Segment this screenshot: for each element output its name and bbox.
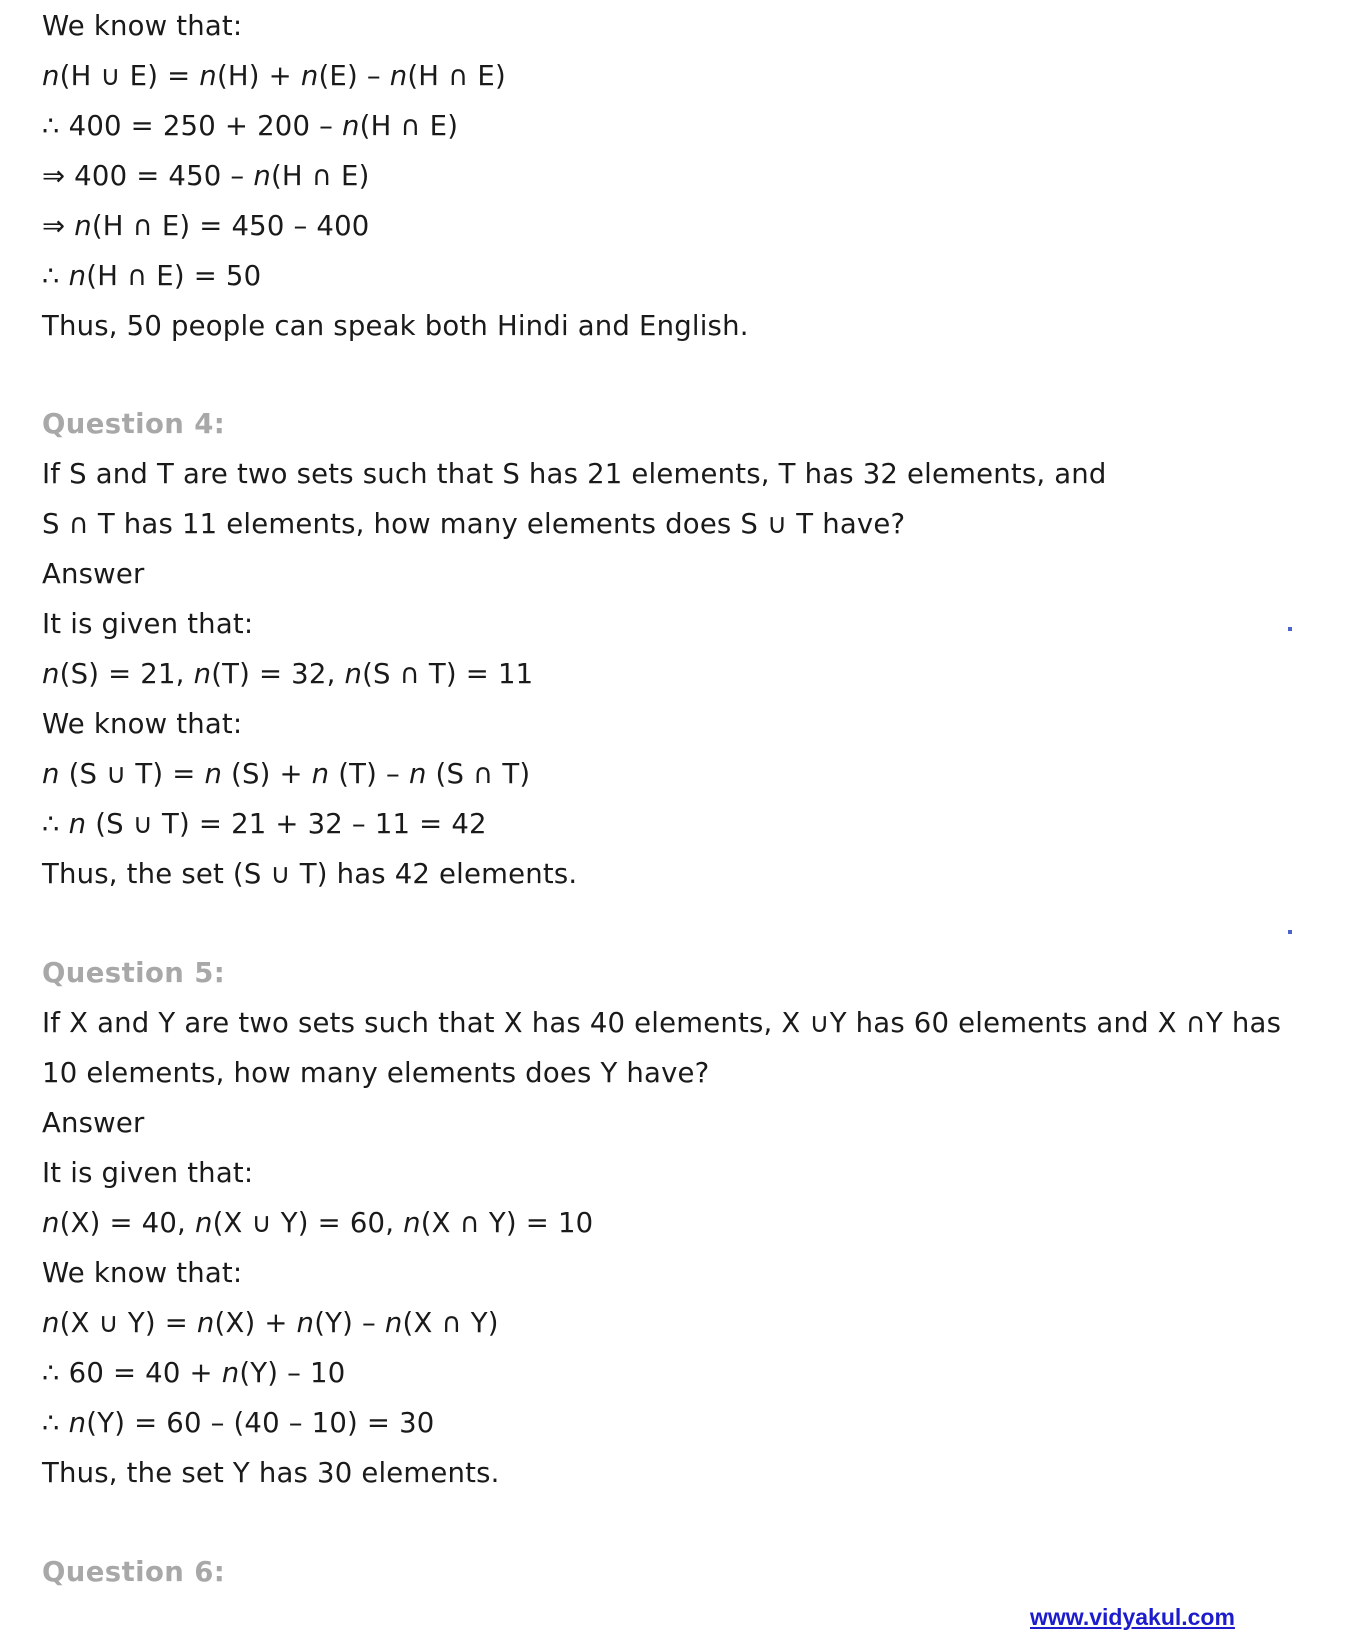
solution-conclusion: Thus, 50 people can speak both Hindi and English. bbox=[42, 310, 749, 342]
solution-line: ∴ 400 = 250 + 200 – n(H ∩ E) bbox=[42, 110, 459, 142]
solution-line: n(S) = 21, n(T) = 32, n(S ∩ T) = 11 bbox=[42, 658, 534, 690]
question-5-text: 10 elements, how many elements does Y have? bbox=[42, 1057, 710, 1089]
solution-line: ∴ n (S ∪ T) = 21 + 32 – 11 = 42 bbox=[42, 808, 487, 840]
solution-line: n(X ∪ Y) = n(X) + n(Y) – n(X ∩ Y) bbox=[42, 1307, 499, 1339]
solution-line: n (S ∪ T) = n (S) + n (T) – n (S ∩ T) bbox=[42, 758, 531, 790]
website-link[interactable]: www.vidyakul.com bbox=[1030, 1604, 1235, 1630]
question-5-heading: Question 5: bbox=[42, 957, 226, 989]
question-6-heading: Question 6: bbox=[42, 1556, 226, 1588]
solution-line: It is given that: bbox=[42, 1157, 254, 1189]
solution-line: We know that: bbox=[42, 10, 243, 42]
answer-label: Answer bbox=[42, 1107, 145, 1139]
answer-label: Answer bbox=[42, 558, 145, 590]
question-4-text: If S and T are two sets such that S has 21 elements, T has 32 elements, and bbox=[42, 458, 1107, 490]
solution-line: It is given that: bbox=[42, 608, 254, 640]
solution-line: ∴ n(Y) = 60 – (40 – 10) = 30 bbox=[42, 1407, 435, 1439]
margin-dot bbox=[1288, 930, 1292, 934]
solution-line: We know that: bbox=[42, 708, 243, 740]
margin-dot bbox=[1288, 627, 1292, 631]
question-4-text: S ∩ T has 11 elements, how many elements does S ∪ T have? bbox=[42, 508, 906, 540]
solution-line: We know that: bbox=[42, 1257, 243, 1289]
solution-line: ⇒ 400 = 450 – n(H ∩ E) bbox=[42, 160, 370, 192]
solution-line: ∴ 60 = 40 + n(Y) – 10 bbox=[42, 1357, 346, 1389]
solution-line: ⇒ n(H ∩ E) = 450 – 400 bbox=[42, 210, 370, 242]
solution-conclusion: Thus, the set Y has 30 elements. bbox=[42, 1457, 500, 1489]
solution-line: ∴ n(H ∩ E) = 50 bbox=[42, 260, 262, 292]
question-4-heading: Question 4: bbox=[42, 408, 226, 440]
question-5-text: If X and Y are two sets such that X has 40 elements, X ∪Y has 60 elements and X ∩Y has bbox=[42, 1007, 1282, 1039]
solution-line: n(X) = 40, n(X ∪ Y) = 60, n(X ∩ Y) = 10 bbox=[42, 1207, 594, 1239]
solution-line: n(H ∪ E) = n(H) + n(E) – n(H ∩ E) bbox=[42, 60, 506, 92]
solution-conclusion: Thus, the set (S ∪ T) has 42 elements. bbox=[42, 858, 578, 890]
